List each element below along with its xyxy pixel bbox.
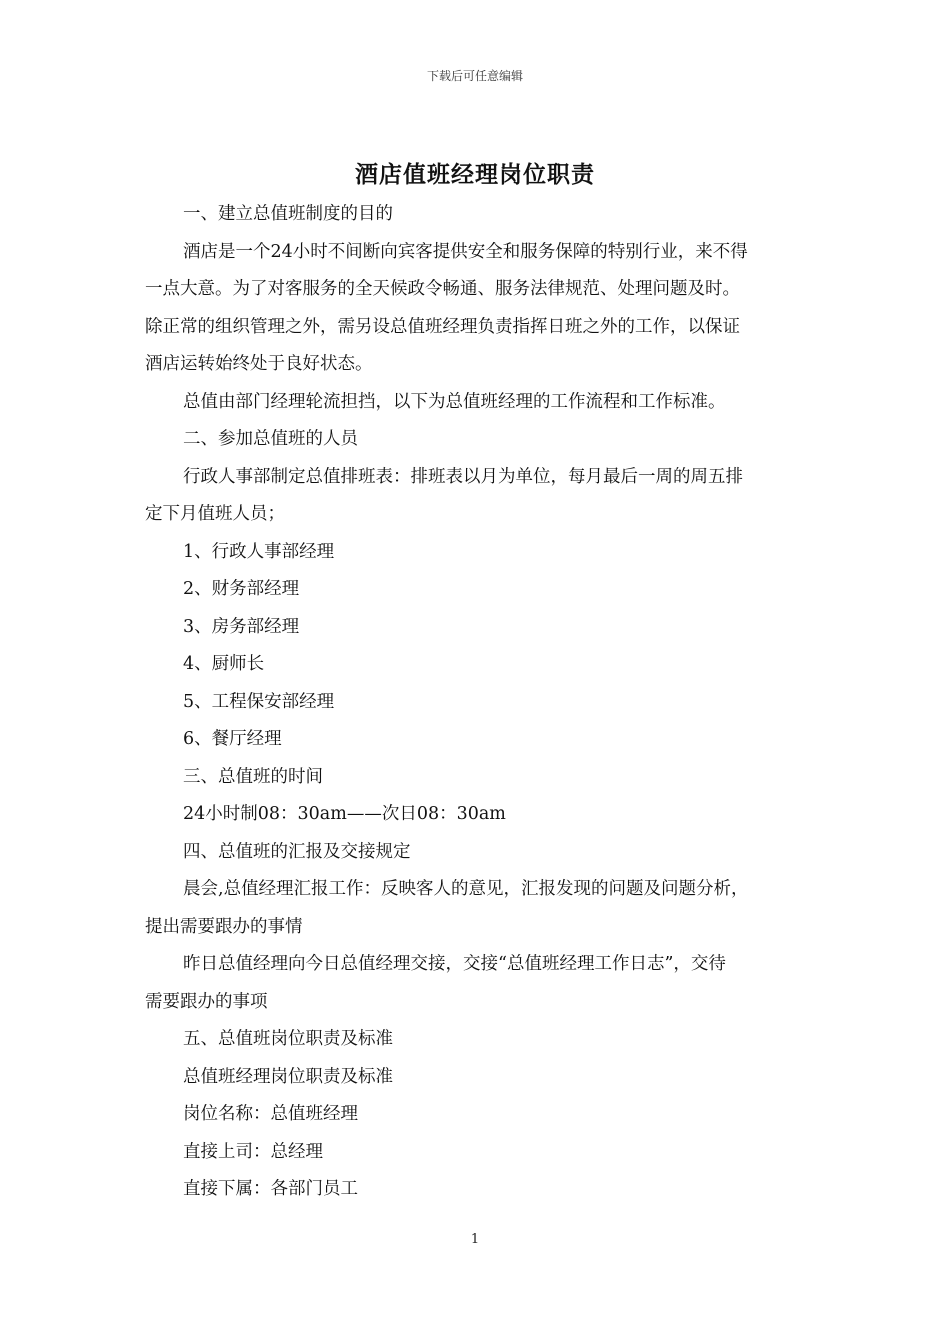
paragraph-line: 直接上司：总经理 bbox=[183, 1141, 323, 1162]
page-header: 下载后可任意编辑 bbox=[426, 69, 523, 83]
document-title: 酒店值班经理岗位职责 bbox=[355, 161, 595, 188]
paragraph-line: 五、总值班岗位职责及标准 bbox=[183, 1029, 393, 1049]
paragraph-line: 酒店是一个24小时不间断向宾客提供安全和服务保障的特别行业，来不得 bbox=[183, 241, 748, 262]
paragraph-line: 除正常的组织管理之外，需另设总值班经理负责指挥日班之外的工作，以保证 bbox=[145, 316, 740, 337]
paragraph-line: 四、总值班的汇报及交接规定 bbox=[183, 841, 411, 862]
paragraph-line: 昨日总值经理向今日总值经理交接，交接“总值班经理工作日志”，交待 bbox=[183, 954, 726, 974]
paragraph-line: 3、房务部经理 bbox=[183, 616, 300, 637]
paragraph-line: 6、餐厅经理 bbox=[183, 729, 282, 749]
paragraph-line: 总值由部门经理轮流担挡，以下为总值班经理的工作流程和工作标准。 bbox=[183, 391, 726, 412]
paragraph-line: 三、总值班的时间 bbox=[183, 766, 323, 787]
paragraph-line: 24小时制08：30am——次日08：30am bbox=[183, 804, 506, 824]
paragraph-line: 需要跟办的事项 bbox=[145, 991, 268, 1012]
paragraph-line: 晨会,总值经理汇报工作：反映客人的意见，汇报发现的问题及问题分析， bbox=[183, 879, 749, 899]
paragraph-line: 1、行政人事部经理 bbox=[183, 541, 335, 562]
paragraph-line: 一点大意。为了对客服务的全天候政令畅通、服务法律规范、处理问题及时。 bbox=[145, 279, 740, 299]
paragraph-line: 一、建立总值班制度的目的 bbox=[183, 204, 393, 224]
paragraph-line: 2、财务部经理 bbox=[183, 579, 300, 599]
paragraph-line: 定下月值班人员； bbox=[145, 504, 285, 524]
paragraph-line: 总值班经理岗位职责及标准 bbox=[183, 1066, 393, 1087]
paragraph-line: 行政人事部制定总值排班表：排班表以月为单位，每月最后一周的周五排 bbox=[183, 466, 743, 487]
page-number: 1 bbox=[470, 1232, 480, 1247]
paragraph-line: 直接下属：各部门员工 bbox=[183, 1179, 358, 1199]
paragraph-line: 5、工程保安部经理 bbox=[183, 691, 335, 712]
document-body bbox=[145, 196, 807, 1209]
paragraph-line: 提出需要跟办的事情 bbox=[145, 916, 303, 937]
paragraph-line: 岗位名称：总值班经理 bbox=[183, 1104, 358, 1124]
paragraph-line: 酒店运转始终处于良好状态。 bbox=[145, 354, 373, 374]
paragraph-line: 4、厨师长 bbox=[183, 654, 265, 674]
paragraph-line: 二、参加总值班的人员 bbox=[183, 429, 358, 449]
